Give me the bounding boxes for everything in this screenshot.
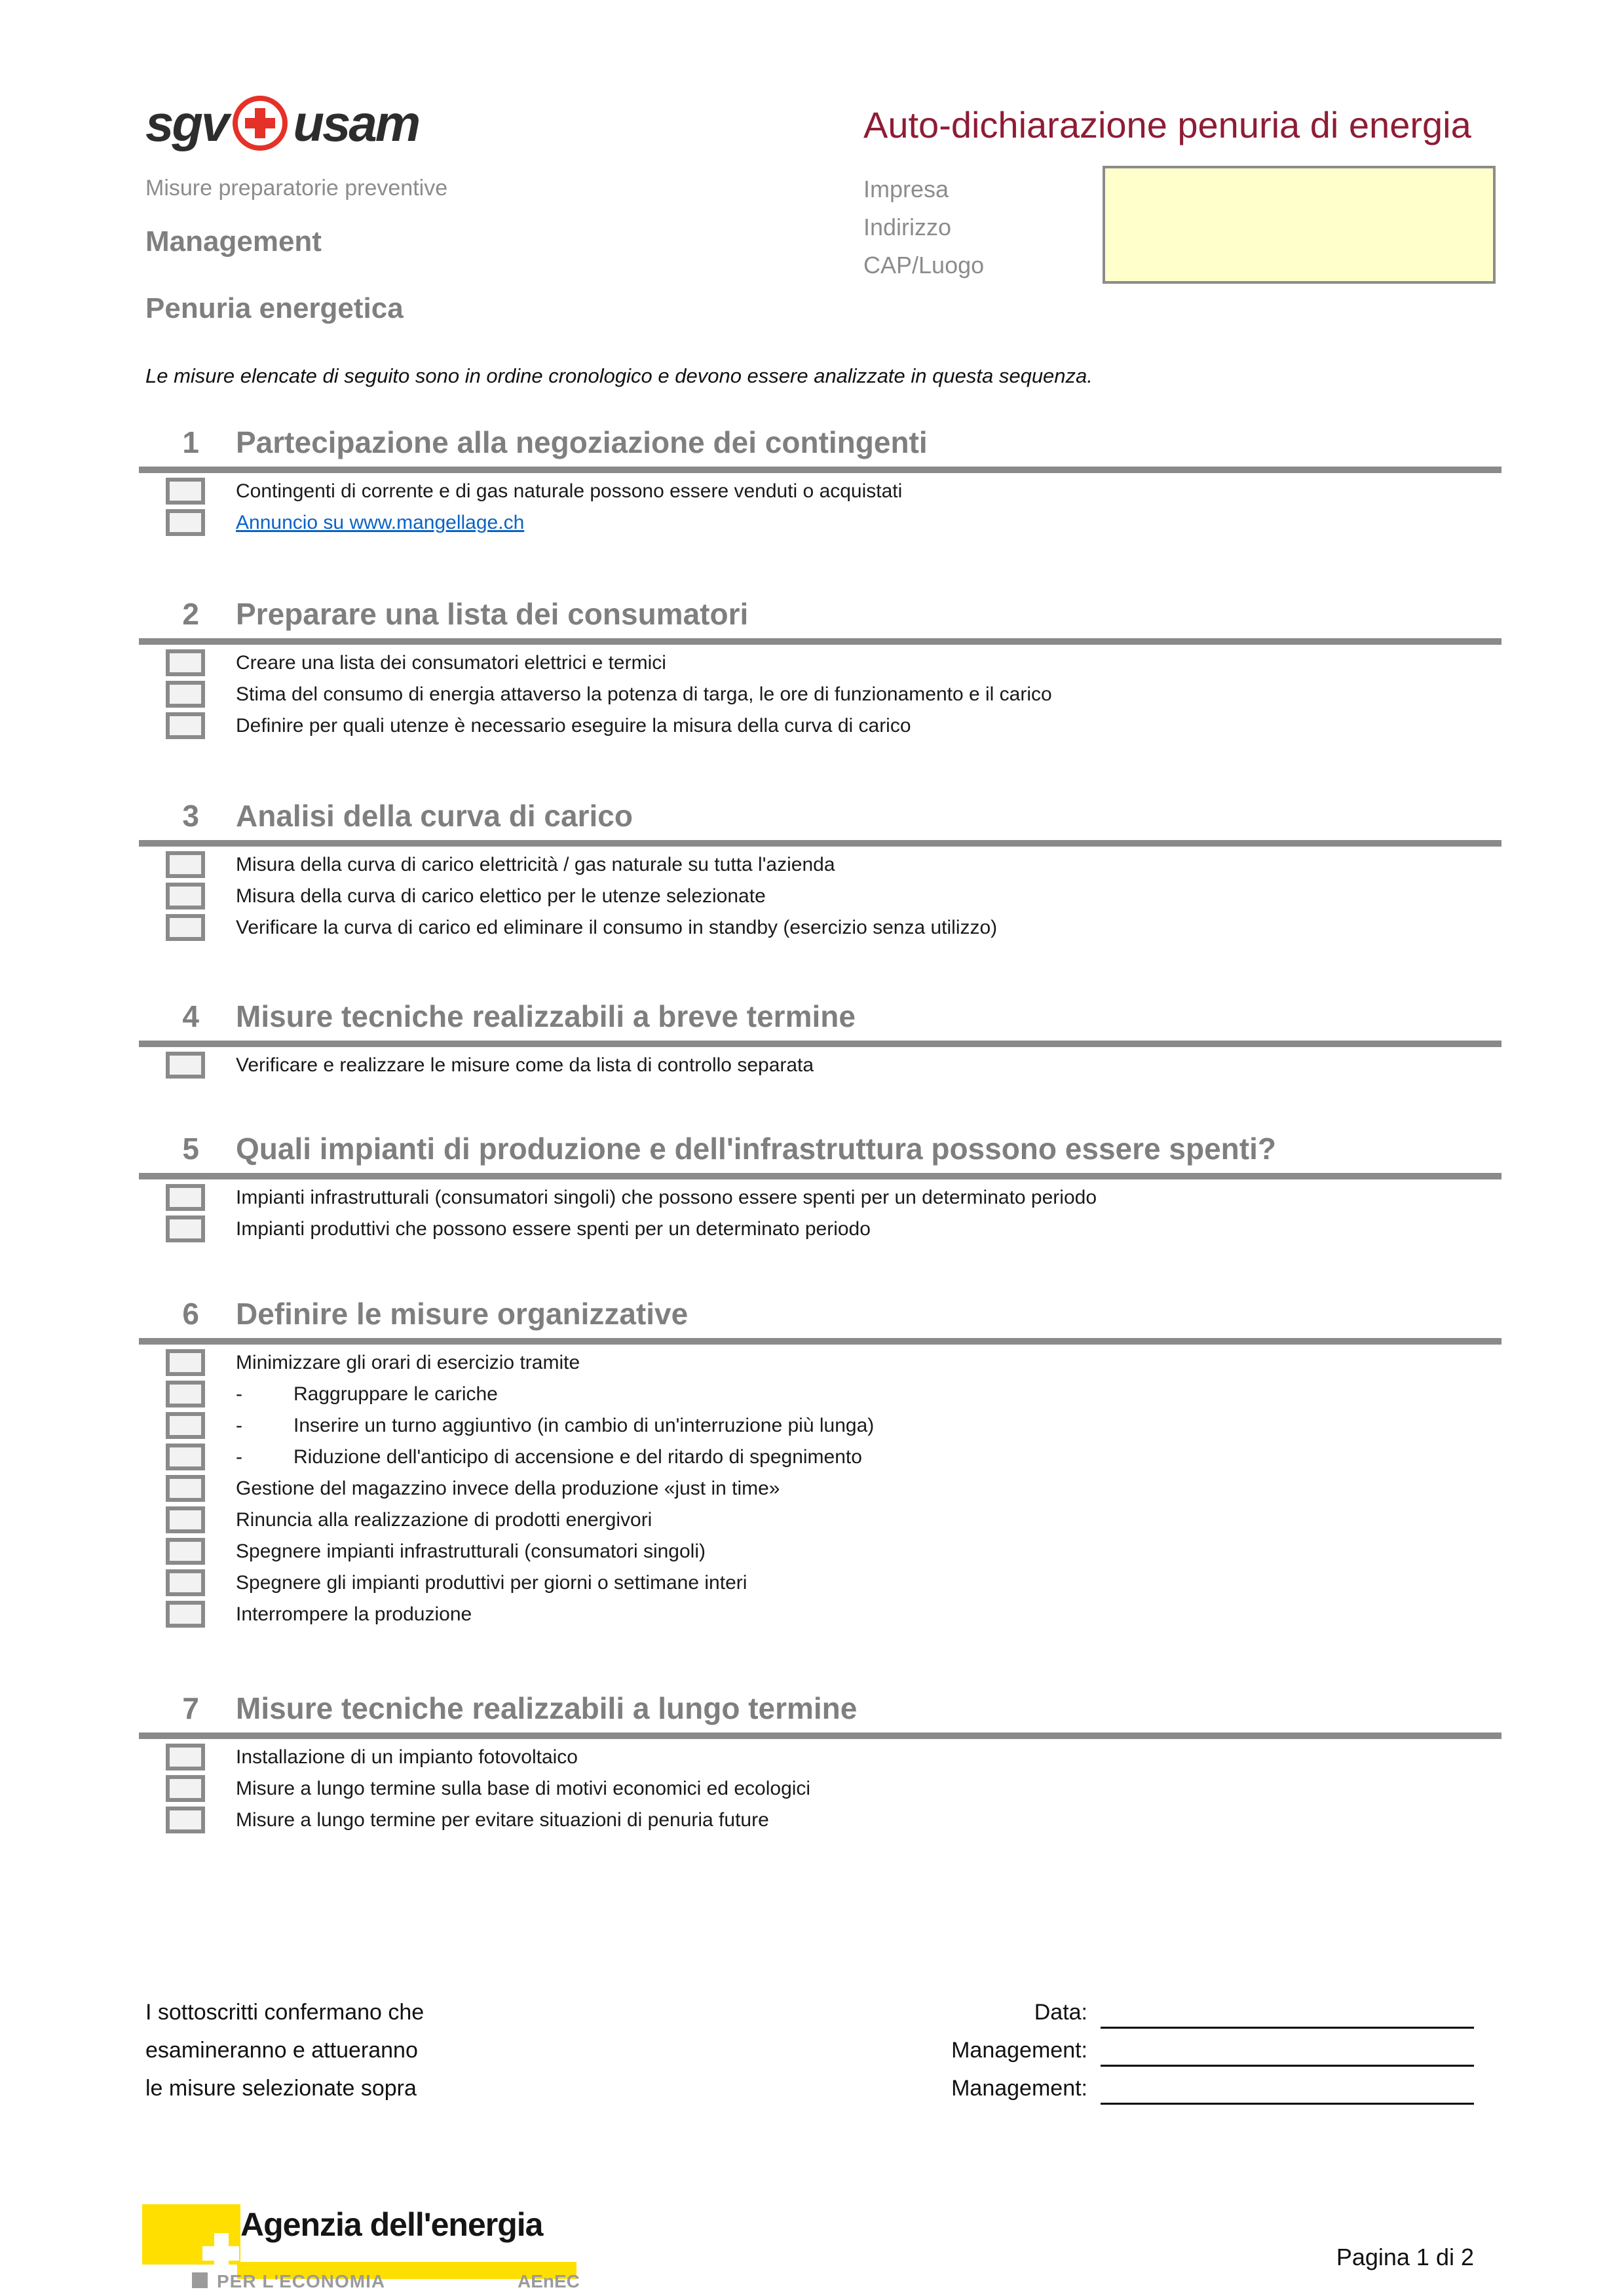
section-6 <box>0 1296 1624 1630</box>
section-title: Partecipazione alla negoziazione dei contingenti <box>236 425 928 459</box>
checklist-item <box>0 1504 1624 1536</box>
section-4 <box>0 999 1624 1081</box>
checkbox[interactable] <box>166 1381 205 1407</box>
item-text: Impianti produttivi che possono essere spenti per un determinato periodo <box>236 1218 871 1240</box>
logo-gray-square <box>192 2272 208 2288</box>
item-text: Verificare la curva di carico ed eliminare il consumo in standby (esercizio senza utilizzo) <box>236 917 998 938</box>
section-number: 4 <box>182 999 199 1033</box>
checklist-item <box>0 647 1624 679</box>
section-heading <box>0 1131 1624 1166</box>
item-text: Interrompere la produzione <box>236 1603 472 1625</box>
checklist-item <box>0 1805 1624 1836</box>
checkbox[interactable] <box>166 1807 205 1833</box>
checklist-item <box>0 476 1624 507</box>
confirmation-text: I sottoscritti confermano che <box>145 2000 425 2025</box>
sgv-usam-logo <box>145 89 419 157</box>
page-title: Auto-dichiarazione penuria di energia <box>863 104 1471 145</box>
confirmation-row <box>0 2069 1624 2107</box>
swiss-cross-icon <box>233 96 288 151</box>
section-heading <box>0 425 1624 460</box>
checklist-item <box>0 1050 1624 1081</box>
section-title: Preparare una lista dei consumatori <box>236 597 749 631</box>
section-number: 6 <box>182 1297 199 1331</box>
checkbox[interactable] <box>166 1744 205 1770</box>
doc-type-label: Management <box>145 225 322 258</box>
checklist-item <box>0 1442 1624 1473</box>
checkbox[interactable] <box>166 478 205 505</box>
item-text <box>236 1379 498 1410</box>
checklist-item <box>0 679 1624 710</box>
checklist-item <box>0 507 1624 539</box>
checklist-item <box>0 1473 1624 1504</box>
logo-cross-icon <box>202 2246 239 2261</box>
item-text: Impianti infrastrutturali (consumatori singoli) che possono essere spenti per un determinato periodo <box>236 1187 1097 1208</box>
section-3 <box>0 798 1624 944</box>
item-text: Raggruppare le cariche <box>293 1383 498 1405</box>
section-number: 2 <box>182 597 199 631</box>
section-heading <box>0 999 1624 1034</box>
item-text: Misura della curva di carico elettricità / gas naturale su tutta l'azienda <box>236 854 835 875</box>
item-text: Misure a lungo termine per evitare situazioni di penuria future <box>236 1809 769 1831</box>
section-title: Quali impianti di produzione e dell'infrastruttura possono essere spenti? <box>236 1132 1276 1166</box>
checkbox[interactable] <box>166 1184 205 1211</box>
checklist-item <box>0 1742 1624 1773</box>
checkbox[interactable] <box>166 1475 205 1502</box>
item-text: Definire per quali utenze è necessario eseguire la misura della curva di carico <box>236 715 911 737</box>
section-items <box>0 647 1624 742</box>
section-items <box>0 1182 1624 1245</box>
item-text: Spegnere impianti infrastrutturali (consumatori singoli) <box>236 1540 706 1562</box>
section-rule <box>139 638 1501 645</box>
signature-line[interactable] <box>1101 2103 1474 2105</box>
checklist-item <box>0 1347 1624 1379</box>
checkbox[interactable] <box>166 1349 205 1376</box>
checklist-item <box>0 1536 1624 1567</box>
checkbox[interactable] <box>166 914 205 941</box>
item-text: Minimizzare gli orari di esercizio tramite <box>236 1352 580 1373</box>
item-text: Riduzione dell'anticipo di accensione e del ritardo di spegnimento <box>293 1446 862 1468</box>
item-text: Contingenti di corrente e di gas naturale possono essere venduti o acquistati <box>236 480 903 502</box>
checkbox[interactable] <box>166 1538 205 1565</box>
section-number: 1 <box>182 425 199 459</box>
section-rule <box>139 1173 1501 1179</box>
section-2 <box>0 596 1624 742</box>
checklist-item <box>0 710 1624 742</box>
section-rule <box>139 467 1501 473</box>
dash-bullet: - <box>236 1415 242 1436</box>
section-items <box>0 1347 1624 1630</box>
signature-line[interactable] <box>1101 2027 1474 2029</box>
section-heading <box>0 1296 1624 1331</box>
checkbox[interactable] <box>166 1601 205 1628</box>
confirmation-row <box>0 1993 1624 2031</box>
checkbox[interactable] <box>166 851 205 878</box>
checkbox[interactable] <box>166 1444 205 1470</box>
date-label: Data: <box>1034 2000 1087 2025</box>
section-number: 5 <box>182 1132 199 1166</box>
confirmation-text: le misure selezionate sopra <box>145 2076 417 2101</box>
checkbox[interactable] <box>166 712 205 739</box>
checklist-item <box>0 1773 1624 1805</box>
section-number: 7 <box>182 1691 199 1725</box>
confirmation-text: esamineranno e attueranno <box>145 2038 418 2063</box>
item-text: Verificare e realizzare le misure come da lista di controllo separata <box>236 1054 814 1076</box>
checkbox[interactable] <box>166 1569 205 1596</box>
page-number: Pagina 1 di 2 <box>1336 2244 1474 2270</box>
section-title: Misure tecniche realizzabili a breve termine <box>236 999 856 1033</box>
item-text <box>236 1410 874 1442</box>
doc-topic-label: Penuria energetica <box>145 292 404 324</box>
item-text: Gestione del magazzino invece della produzione «just in time» <box>236 1478 780 1499</box>
logo-text-usam: usam <box>293 94 419 152</box>
checklist-item <box>0 1410 1624 1442</box>
intro-note: Le misure elencate di seguito sono in ordine cronologico e devono essere analizzate in questa sequenza. <box>145 364 1093 387</box>
confirmation-row <box>0 2031 1624 2069</box>
item-text: Stima del consumo di energia attaverso la potenza di targa, le ore di funzionamento e il carico <box>236 683 1052 705</box>
checkbox[interactable] <box>166 883 205 909</box>
checkbox[interactable] <box>166 649 205 676</box>
logo-text-sgv: sgv <box>145 94 228 152</box>
checkbox[interactable] <box>166 1215 205 1242</box>
aenec-logo <box>141 2199 593 2296</box>
management-label: Management: <box>951 2076 1087 2101</box>
section-rule <box>139 840 1501 847</box>
section-1 <box>0 425 1624 539</box>
section-rule <box>139 1338 1501 1345</box>
section-items <box>0 476 1624 539</box>
section-heading <box>0 596 1624 632</box>
item-text <box>236 1442 862 1473</box>
dash-bullet: - <box>236 1383 242 1405</box>
section-items <box>0 849 1624 944</box>
section-title: Definire le misure organizzative <box>236 1297 689 1331</box>
checkbox[interactable] <box>166 509 205 536</box>
checkbox[interactable] <box>166 681 205 708</box>
checklist-item <box>0 849 1624 881</box>
zip-city-label: CAP/Luogo <box>863 252 985 278</box>
section-rule <box>139 1732 1501 1739</box>
management-label: Management: <box>951 2038 1087 2063</box>
agency-logo-title: Agenzia dell'energia <box>240 2206 543 2243</box>
checklist-item <box>0 1379 1624 1410</box>
signature-line[interactable] <box>1101 2065 1474 2067</box>
item-link[interactable]: Annuncio su www.mangellage.ch <box>236 512 525 533</box>
item-text: Rinuncia alla realizzazione di prodotti energivori <box>236 1509 652 1531</box>
checkbox[interactable] <box>166 1506 205 1533</box>
agency-logo-subtitle: PER L'ECONOMIA <box>217 2271 386 2291</box>
section-title: Misure tecniche realizzabili a lungo termine <box>236 1691 858 1725</box>
checkbox[interactable] <box>166 1052 205 1079</box>
checklist-item <box>0 1182 1624 1214</box>
doc-series-label: Misure preparatorie preventive <box>145 176 448 201</box>
section-items <box>0 1742 1624 1836</box>
checklist-item <box>0 1567 1624 1599</box>
item-text: Creare una lista dei consumatori elettrici e termici <box>236 652 666 674</box>
checklist-item <box>0 881 1624 912</box>
item-text: Installazione di un impianto fotovoltaico <box>236 1746 578 1768</box>
checklist-item <box>0 912 1624 944</box>
checklist-item <box>0 1599 1624 1630</box>
address-label: Indirizzo <box>863 214 952 240</box>
item-text: Spegnere gli impianti produttivi per giorni o settimane interi <box>236 1572 747 1594</box>
section-7 <box>0 1691 1624 1836</box>
checkbox[interactable] <box>166 1775 205 1802</box>
checkbox[interactable] <box>166 1412 205 1439</box>
agency-logo-acronym: AEnEC <box>518 2271 580 2291</box>
checklist-item <box>0 1214 1624 1245</box>
item-text: Misure a lungo termine sulla base di motivi economici ed ecologici <box>236 1778 811 1799</box>
section-rule <box>139 1041 1501 1047</box>
section-number: 3 <box>182 799 199 833</box>
dash-bullet: - <box>236 1446 242 1468</box>
company-info-input-box[interactable] <box>1103 166 1496 284</box>
section-heading <box>0 798 1624 833</box>
item-text: Inserire un turno aggiuntivo (in cambio di un'interruzione più lunga) <box>293 1415 875 1436</box>
item-text: Misura della curva di carico elettico per le utenze selezionate <box>236 885 766 907</box>
section-items <box>0 1050 1624 1081</box>
section-title: Analisi della curva di carico <box>236 799 633 833</box>
section-5 <box>0 1131 1624 1245</box>
company-label: Impresa <box>863 176 949 202</box>
section-heading <box>0 1691 1624 1726</box>
